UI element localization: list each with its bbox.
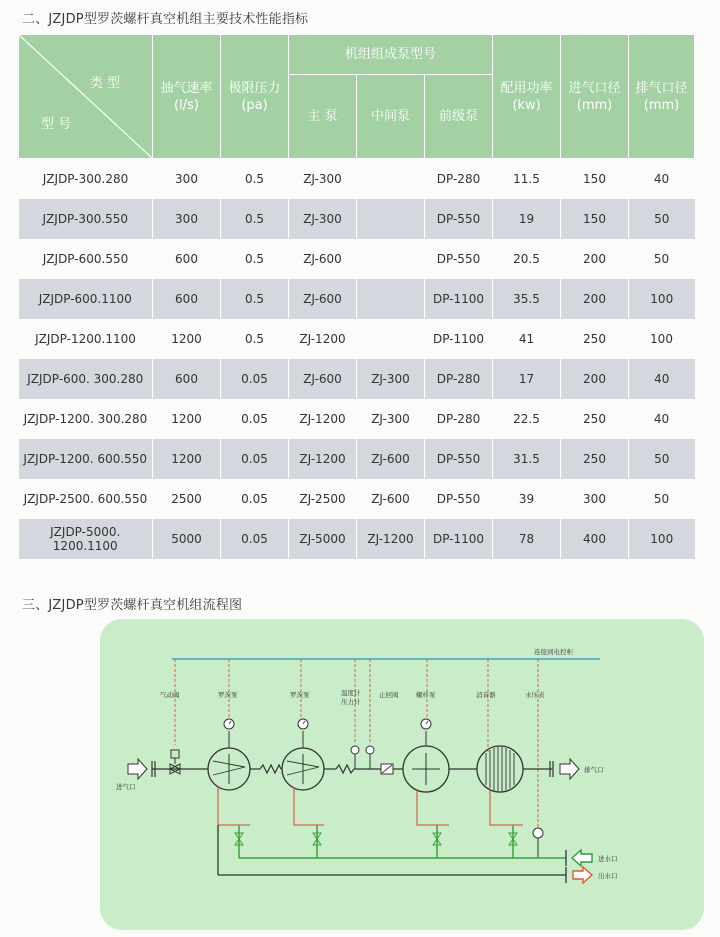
cell-speed: 300: [153, 199, 221, 239]
spec-table: [18, 34, 695, 559]
cell-model: JZJDP-1200. 600.550: [19, 439, 153, 479]
cell-backing: DP-550: [436, 491, 481, 506]
roots-pump-2-icon: [282, 719, 324, 790]
cell-power: 20.5: [513, 251, 540, 266]
thermometer-label: 温度计: [341, 689, 361, 697]
cell-main: ZJ-1200: [299, 331, 346, 346]
cell-speed: 600: [175, 251, 198, 266]
cell-outlet: 40: [629, 359, 695, 399]
cell-main: ZJ-5000: [289, 519, 357, 559]
cell-pressure: 0.05: [221, 359, 289, 399]
cell-backing: DP-550: [425, 439, 493, 479]
type-label: 类 型: [89, 76, 120, 91]
cell-inlet: 200: [561, 279, 629, 319]
col-power: 配用功率 (kw): [493, 35, 561, 159]
screw-pump-icon: [403, 719, 449, 792]
pneumatic-valve-icon: [170, 750, 180, 774]
drain-pipe: [218, 787, 523, 825]
cell-main: ZJ-1200: [299, 411, 346, 426]
roots-pump-1-icon: [208, 719, 250, 790]
cell-pressure: 0.05: [221, 439, 289, 479]
cell-middle: [357, 199, 425, 239]
flow-diagram-panel: [100, 619, 704, 930]
cell-middle: [357, 239, 425, 279]
silencer-label: 消音器: [476, 691, 496, 699]
cell-power: 22.5: [513, 411, 540, 426]
cell-speed: 5000: [153, 519, 221, 559]
roots-pump-1-label: 罗茨泵: [218, 691, 238, 699]
col-inlet: 进气口径 (mm): [561, 35, 629, 159]
cell-backing: DP-280: [436, 411, 481, 426]
cell-model: JZJDP-2500. 600.550: [23, 491, 148, 506]
gas-pipe: [152, 761, 553, 777]
cell-speed: 2500: [171, 491, 202, 506]
cell-outlet: 100: [629, 279, 695, 319]
air-inlet-label: 进气口: [116, 783, 136, 791]
cell-middle: [357, 159, 425, 199]
cell-pressure: 0.05: [241, 411, 268, 426]
table-row: [19, 519, 695, 559]
water-inlet-arrow-icon: [572, 850, 592, 866]
col-pump-group: 机组组成泵型号: [289, 35, 493, 75]
cell-outlet: 100: [650, 331, 673, 346]
cell-power: 17: [493, 359, 561, 399]
col-ultimate-pressure: 极限压力 (pa): [221, 35, 289, 159]
water-outlet-label: 出水口: [598, 872, 618, 880]
check-valve-label: 止回阀: [379, 691, 399, 699]
cell-outlet: 50: [653, 491, 670, 506]
silencer-icon: [477, 746, 523, 792]
cell-backing: DP-1100: [425, 519, 493, 559]
cell-inlet: 150: [561, 199, 629, 239]
cell-model: JZJDP-300.280: [42, 171, 129, 186]
cell-inlet: 300: [583, 491, 606, 506]
cell-backing: DP-550: [425, 199, 493, 239]
corner-header-cell: [19, 35, 153, 159]
cell-model: JZJDP-1200. 300.280: [23, 411, 148, 426]
cell-power: 35.5: [493, 279, 561, 319]
table-row: [19, 319, 695, 359]
diagonal-line: [19, 35, 152, 158]
model-label: 型 号: [41, 117, 72, 132]
cell-speed: 600: [153, 279, 221, 319]
cell-outlet: 50: [629, 199, 695, 239]
cell-model: JZJDP-600. 300.280: [19, 359, 153, 399]
cell-speed: 1200: [171, 331, 202, 346]
water-outlet-line: [218, 825, 566, 883]
col-outlet: 排气口径 (mm): [629, 35, 695, 159]
roots-pump-2-label: 罗茨泵: [290, 691, 310, 699]
cell-middle: ZJ-1200: [357, 519, 425, 559]
cell-middle: [357, 279, 425, 319]
cell-main: ZJ-1200: [289, 439, 357, 479]
cell-power: 19: [493, 199, 561, 239]
cell-backing: DP-280: [436, 171, 481, 186]
cell-inlet: 250: [583, 411, 606, 426]
thermometer-icon: [351, 746, 359, 769]
cell-speed: 300: [175, 171, 198, 186]
section-3-title: 三、JZJDP型罗茨螺杆真空机组流程图: [22, 598, 243, 613]
cell-inlet: 150: [583, 171, 606, 186]
table-row: [19, 439, 695, 479]
cell-main: ZJ-600: [303, 251, 342, 266]
table-row: [19, 479, 695, 519]
cell-backing: DP-550: [436, 251, 481, 266]
cell-backing: DP-1100: [432, 331, 485, 346]
cell-middle: [357, 319, 425, 359]
air-outlet-arrow-icon: [560, 759, 579, 779]
cell-pressure: 0.5: [244, 251, 265, 266]
col-main-pump: 主 泵: [289, 75, 357, 159]
cell-inlet: 250: [583, 331, 606, 346]
cell-inlet: 400: [561, 519, 629, 559]
cell-power: 78: [493, 519, 561, 559]
cell-outlet: 100: [629, 519, 695, 559]
water-outlet-arrow-icon: [573, 867, 592, 883]
cell-power: 11.5: [513, 171, 540, 186]
water-inlet-label: 进水口: [598, 855, 618, 863]
cell-inlet: 200: [583, 251, 606, 266]
cell-main: ZJ-2500: [299, 491, 346, 506]
cell-main: ZJ-300: [303, 171, 342, 186]
air-outlet-label: 排气口: [584, 766, 604, 774]
cell-pressure: 0.5: [221, 199, 289, 239]
cell-backing: DP-1100: [425, 279, 493, 319]
cell-main: ZJ-600: [289, 359, 357, 399]
table-row: [19, 359, 695, 399]
cell-power: 39: [518, 491, 535, 506]
cell-pressure: 0.5: [244, 331, 265, 346]
cell-speed: 1200: [153, 439, 221, 479]
water-inlet-line: [239, 825, 566, 858]
cell-model: JZJDP-1200.1100: [35, 331, 136, 346]
cell-model: JZJDP-300.550: [19, 199, 153, 239]
check-valve-icon: [381, 764, 393, 774]
cell-power: 41: [518, 331, 535, 346]
cell-outlet: 40: [653, 411, 670, 426]
cell-middle: ZJ-600: [371, 491, 410, 506]
cell-main: ZJ-300: [289, 199, 357, 239]
table-row: [19, 159, 695, 199]
cell-main: ZJ-600: [289, 279, 357, 319]
pressure-gauge-label: 压力计: [341, 698, 361, 706]
table-row: [19, 279, 695, 319]
cell-inlet: 250: [561, 439, 629, 479]
cell-pressure: 0.5: [244, 171, 265, 186]
cell-power: 31.5: [493, 439, 561, 479]
cell-pressure: 0.05: [221, 519, 289, 559]
col-backing-pump: 前级泵: [425, 75, 493, 159]
cell-outlet: 40: [653, 171, 670, 186]
cell-pressure: 0.5: [221, 279, 289, 319]
cell-middle: ZJ-600: [357, 439, 425, 479]
pressure-gauge-icon: [366, 746, 374, 769]
control-line-label: 连接到电控柜: [534, 648, 573, 656]
cell-speed: 1200: [171, 411, 202, 426]
cell-outlet: 50: [653, 251, 670, 266]
cell-middle: ZJ-300: [371, 411, 410, 426]
cell-pressure: 0.05: [241, 491, 268, 506]
pneumatic-valve-label: 气动阀: [160, 691, 180, 699]
cell-model: JZJDP-600.550: [42, 251, 129, 266]
water-gauge-label: 水压表: [525, 691, 545, 699]
cell-middle: ZJ-300: [357, 359, 425, 399]
table-row: [19, 399, 695, 439]
col-middle-pump: 中间泵: [357, 75, 425, 159]
cell-model: JZJDP-600.1100: [19, 279, 153, 319]
table-row: [19, 199, 695, 239]
screw-pump-label: 螺杆泵: [416, 691, 436, 699]
cell-speed: 600: [153, 359, 221, 399]
flow-diagram: [100, 619, 704, 930]
air-inlet-arrow-icon: [128, 759, 147, 779]
table-row: [19, 239, 695, 279]
cell-outlet: 50: [629, 439, 695, 479]
cell-inlet: 200: [561, 359, 629, 399]
water-valves: [235, 833, 517, 845]
water-gauge-icon: [533, 828, 543, 858]
section-2-title: 二、JZJDP型罗茨螺杆真空机组主要技术性能指标: [22, 12, 309, 27]
cell-backing: DP-280: [425, 359, 493, 399]
spec-table-body: [19, 159, 695, 559]
col-pumping-speed: 抽气速率 (l/s): [153, 35, 221, 159]
cell-model: JZJDP-5000. 1200.1100: [19, 519, 153, 559]
